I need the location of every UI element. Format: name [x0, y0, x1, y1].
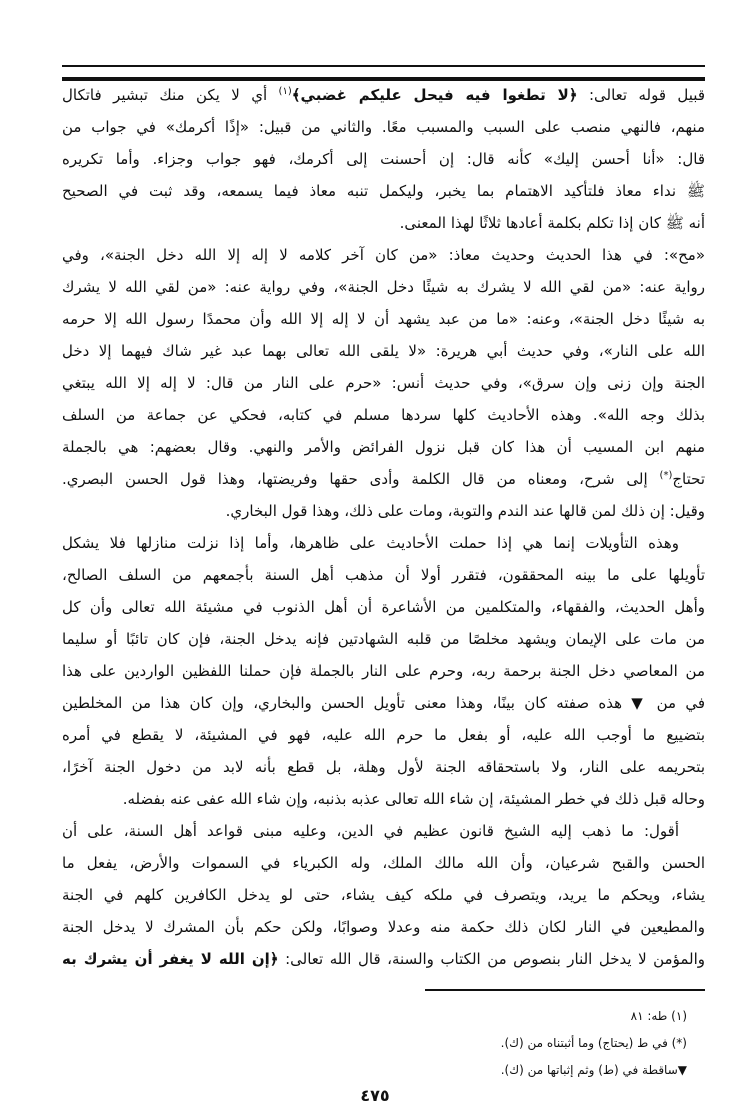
text-segment: والمؤمن لا يدخل النار بنصوص من الكتاب والسنة، قال الله تعالى: [278, 950, 705, 968]
text-line [62, 367, 705, 399]
text-line [62, 79, 705, 111]
quran-quote: ﴿إن الله لا يغفر أن يشرك به [62, 950, 279, 968]
text-line [62, 431, 705, 463]
text-line [62, 591, 705, 623]
text-segment: وقيل: إن ذلك لمن قالها عند الندم والتوبة، ومات على ذلك، وهذا قول البخاري. [225, 502, 705, 520]
text-line [62, 239, 705, 271]
text-segment: الجنة وإن زنى وإن سرق»، وفي حديث أنس: «حرم على النار من قال: لا إله إلا الله يبتغي [62, 374, 705, 392]
footnote: ▼ساقطة في (ط) وثم إثباتها من (ك). [500, 1063, 687, 1077]
text-line [62, 527, 705, 559]
text-line [62, 687, 705, 719]
text-line [62, 335, 705, 367]
text-line [62, 271, 705, 303]
text-line [62, 719, 705, 751]
text-line [62, 783, 705, 815]
text-line [62, 847, 705, 879]
text-segment: وهذه التأويلات إنما هي إذا حملت الأحاديث على ظاهرها، وأما إذا نزلت منازلها فلا يشكل [62, 534, 679, 552]
text-segment: الله على النار»، وفي حديث أبي هريرة: «لا يلقى الله تعالى بهما عبد غير شاك فيهما إلا دخل [62, 342, 705, 360]
text-line [62, 751, 705, 783]
text-segment: أي لا يكن منك تبشير فاتكال [62, 86, 279, 104]
text-segment: والمطيعين في النار لكان ذلك حكمة منه وعدلا وصوابًا، ولكن حكم بأن المشرك لا يدخل الجنة [62, 918, 705, 936]
footnotes [62, 1003, 705, 1084]
header-rule-thin [62, 65, 705, 67]
footnote-marker: (١) [278, 86, 292, 97]
text-segment: من مات على الإيمان ويشهد مخلصًا من قلبه الشهادتين فإنه يدخل الجنة، فإن كان تائبًا أو سليما [62, 630, 705, 648]
text-segment: به شيئًا دخل الجنة»، وعنه: «ما من عبد يشهد أن لا إله إلا الله وأن محمدًا رسول الله إلا حرمه [62, 310, 705, 328]
text-segment: قبيل قوله تعالى: [577, 86, 705, 104]
text-line [62, 911, 705, 943]
text-segment: إلى شرح، ومعناه من قال الكلمة وأدى حقها وفريضتها، وهذا قول الحسن البصري. [62, 470, 660, 488]
text-segment: من المعاصي دخل الجنة برحمة ربه، وحرم على النار بالجملة فإن حملنا اللفظين الواردين على هذا [62, 662, 705, 680]
body-text [62, 79, 705, 975]
text-line [62, 655, 705, 687]
text-segment: تحتاج [672, 470, 705, 488]
text-segment: أنه ﷺ كان إذا تكلم بكلمة أعادها ثلاثًا لهذا المعنى. [399, 214, 705, 232]
text-segment: يشاء، ويحكم ما يريد، ويتصرف في ملكه كيف يشاء، حتى لو يدخل الكافرين كلهم في الجنة [62, 886, 705, 904]
text-segment: قال: «أنا أحسن إليك» كأنه قال: إن أحسنت إلى أكرمك، فهو جواب وجزاء. وأما تكريره [62, 150, 705, 168]
text-line [62, 495, 705, 527]
page-number: ٤٧٥ [360, 1086, 390, 1105]
text-line [62, 559, 705, 591]
text-segment: في من ▼ هذه صفته كان بينًا، وهذا معنى تأويل الحسن والبخاري، وإن كان هذا من المخلطين [62, 694, 705, 712]
text-line [62, 463, 705, 495]
text-line [62, 175, 705, 207]
text-segment: رواية عنه: «من لقي الله لا يشرك به شيئًا دخل الجنة»، وفي رواية عنه: «من لقي الله لا يشرك [62, 278, 705, 296]
text-segment: بذلك وجه الله». وهذه الأحاديث كلها سردها مسلم في كتابه، فحكي عن جماعة من السلف [62, 406, 705, 424]
text-segment: بتضييع ما أوجب الله عليه، أو بفعل ما حرم الله عليه، فهو في المشيئة، لا يقطع في أمره [62, 726, 705, 744]
text-line [62, 815, 705, 847]
text-line [62, 111, 705, 143]
text-segment: أقول: ما ذهب إليه الشيخ قانون عظيم في الدين، وعليه مبنى قواعد أهل السنة، على أن [62, 822, 679, 840]
text-line [62, 943, 705, 975]
text-segment: وأهل الحديث، والفقهاء، والمتكلمين من الأشاعرة أن أهل الذنوب في مشيئة الله تعالى وأن كل [62, 598, 705, 616]
footnote: (*) في ط (يحتاج) وما أثبتناه من (ك). [500, 1036, 687, 1050]
text-segment: منهم ابن المسيب أن هذا كان قبل نزول الفرائض والأمر والنهي. وقال بعضهم: هي بالجملة [62, 438, 705, 456]
text-segment: «مح»: في هذا الحديث وحديث معاذ: «من كان آخر كلامه لا إله إلا الله دخل الجنة»، وفي [62, 246, 705, 264]
text-line [62, 879, 705, 911]
text-segment: ﷺ نداء معاذ فلتأكيد الاهتمام بما يخبر، وليكمل تنبه معاذ فيما يسمعه، وقد ثبت في الصحيح [62, 182, 705, 200]
text-segment: وحاله قبل ذلك في خطر المشيئة، إن شاء الله تعالى عذبه بذنبه، وإن شاء الله عفى عنه بفضله. [122, 790, 705, 808]
text-line [62, 623, 705, 655]
text-segment: الحسن والقبح شرعيان، وأن الله مالك الملك، وله الكبرياء في السموات والأرض، يفعل ما [62, 854, 705, 872]
text-line [62, 207, 705, 239]
footnote-marker: (*) [659, 470, 673, 481]
footnote: (١) طه: ٨١ [630, 1009, 687, 1023]
text-segment: بتحريمه على النار، ولا باستحقاقه الجنة لأول وهلة، بل قطع بأنه لابد من دخول الجنة آخرًا، [62, 758, 705, 776]
text-line [62, 399, 705, 431]
text-line [62, 143, 705, 175]
footnote-separator [425, 989, 705, 991]
text-line [62, 303, 705, 335]
text-segment: منهم، فالنهي منصب على السبب والمسبب معًا. والثاني من قبيل: «إذًا أكرمك» في جواب من [62, 118, 705, 136]
text-segment: تأويلها على ما بينه المحققون، فتقرر أولا أن مذهب أهل السنة بأجمعهم من السلف الصالح، [62, 566, 705, 584]
quran-quote: ﴿لا تطغوا فيه فيحل عليكم غضبي﴾ [291, 86, 578, 104]
